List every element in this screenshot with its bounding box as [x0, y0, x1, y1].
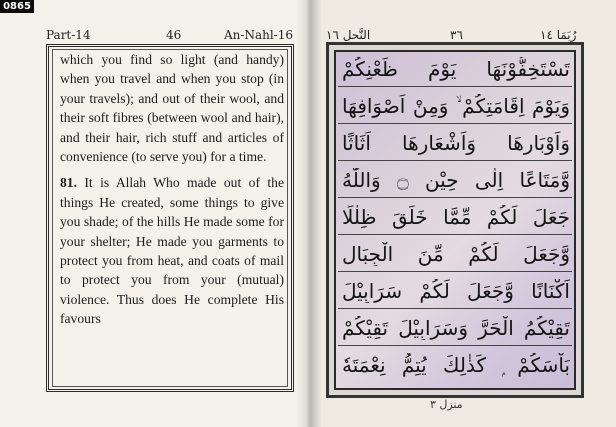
header-page-number-arabic: ٣٦	[450, 28, 463, 42]
header-part: Part-14	[46, 28, 91, 42]
line-rule	[338, 197, 572, 198]
arabic-line-3: وَاَوْبَارِهَا وَاَشْعَارِهَا اَثَاثًا	[342, 131, 570, 155]
line-rule	[338, 160, 572, 161]
scan-id-label: 0865	[0, 0, 34, 13]
arabic-line-4: وَّمَتَاعًا اِلٰى حِيْنٍ ۝ وَاللّٰهُ	[342, 168, 570, 192]
arabic-line-7: اَكْنَانًا وَّجَعَلَ لَكُمْ سَرَابِيْلَ	[342, 279, 570, 303]
translation-text	[60, 50, 284, 336]
verse-number: 81.	[60, 175, 77, 191]
header-juz-arabic: رُبَمَا ١٤	[540, 28, 577, 42]
paragraph-2-text: It is Allah Who made out of the things He created, some things to give you shade; of the hills He made some for your shelter; He made you garments to protect you from heat, and coats of mail to protect you from your (mutual) violence. Thus does He complete His favours	[60, 175, 284, 327]
book-gutter	[296, 0, 322, 427]
arabic-line-2: وَيَوْمَ اِقَامَتِكُمْ ۙ وَمِنْ اَصْوَافِهَا	[342, 94, 570, 118]
line-rule	[338, 123, 572, 124]
line-rule	[338, 345, 572, 346]
manzil-marker: منزل ٣	[430, 398, 463, 411]
paragraph-2	[60, 173, 284, 328]
paragraph-1: which you find so light (and handy) when you travel and when you stop (in your travels); and out of their wool, and their soft fibres (between wool and hair), and their hair, rich stuff and articles of convenience (to serve you) for a time.	[60, 52, 284, 165]
line-rule	[338, 271, 572, 272]
arabic-line-1: تَسْتَخِفُّوْنَهَا يَوْمَ ظَعْنِكُمْ	[342, 57, 570, 81]
line-rule	[338, 234, 572, 235]
header-surah: An-Nahl-16	[224, 28, 293, 42]
arabic-line-6: وَّجَعَلَ لَكُمْ مِّنَ الْجِبَالِ	[342, 242, 570, 266]
arabic-line-5: جَعَلَ لَكُمْ مِّمَّا خَلَقَ ظِلٰلًا	[342, 205, 570, 229]
arabic-line-9: بَاْسَكُمْ ۭ كَذٰلِكَ يُتِمُّ نِعْمَتَهٗ	[342, 353, 570, 377]
line-rule	[338, 308, 572, 309]
line-rule	[338, 86, 572, 87]
header-page-number: 46	[166, 28, 182, 42]
header-surah-arabic: النَّحل ١٦	[326, 28, 371, 42]
arabic-line-8: تَقِيْكُمُ الْحَرَّ وَسَرَابِيْلَ تَقِيْكُمْ	[342, 316, 570, 340]
